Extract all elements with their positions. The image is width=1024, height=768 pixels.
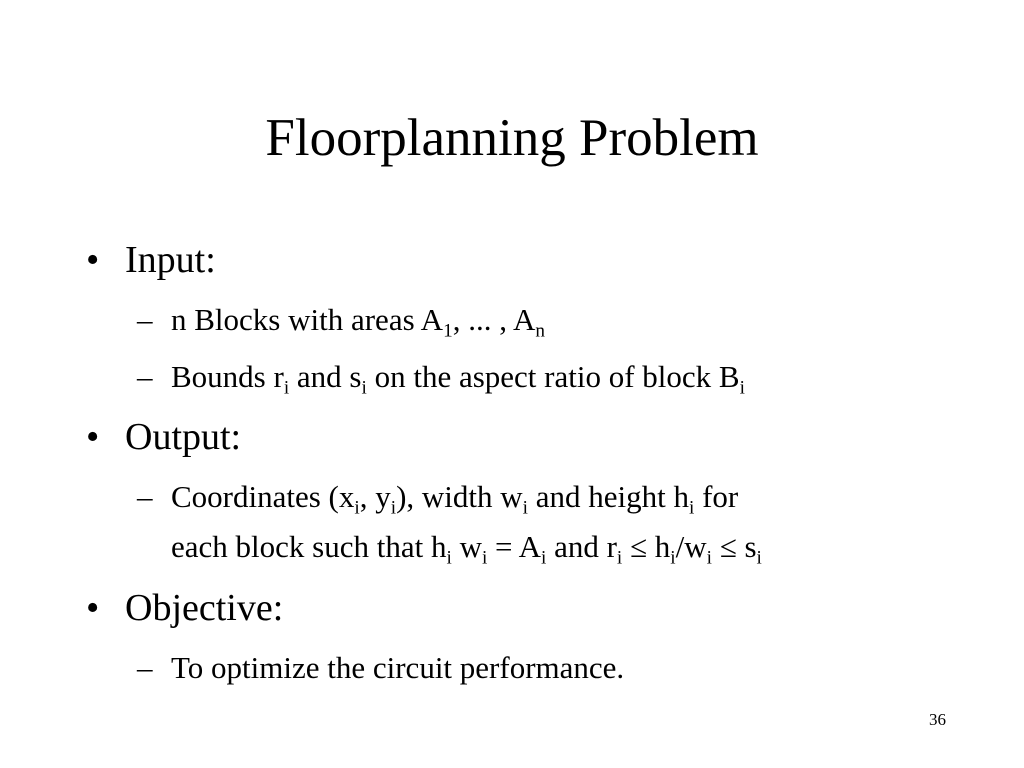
- dash-icon: –: [137, 650, 153, 685]
- bullet-heading: Input:: [125, 239, 216, 281]
- sub-bullet-text: n Blocks with areas A: [171, 302, 444, 337]
- dash-icon: –: [137, 479, 153, 514]
- bullet-icon: •: [86, 239, 100, 281]
- bullet-input: [86, 238, 216, 282]
- subscript: i: [739, 377, 745, 399]
- sub-bullet-blocks: [137, 302, 545, 342]
- dash-icon: –: [137, 359, 153, 394]
- sub-bullet-text: Coordinates (x: [171, 479, 355, 514]
- subscript: i: [481, 547, 488, 569]
- bullet-heading: Output:: [125, 416, 242, 458]
- subscript: i: [446, 547, 452, 569]
- sub-bullet-text: , ... , A: [452, 302, 536, 337]
- sub-bullet-text: = A: [487, 529, 541, 564]
- bullet-output: [86, 415, 241, 459]
- subscript: i: [283, 377, 290, 399]
- subscript: i: [616, 547, 623, 569]
- subscript: i: [540, 547, 547, 569]
- slide-title: Floorplanning Problem: [265, 109, 759, 167]
- subscript: i: [689, 497, 695, 519]
- subscript: i: [361, 377, 367, 399]
- sub-bullet-text: ≤ h: [622, 529, 671, 564]
- sub-bullet-text: ), width w: [396, 479, 523, 514]
- sub-bullet-text: To optimize the circuit performance.: [171, 650, 625, 685]
- sub-bullet-text: each block such that h: [171, 529, 447, 564]
- sub-bullet-text: on the aspect ratio of block B: [366, 359, 740, 394]
- sub-bullet-bounds: [137, 359, 745, 399]
- sub-bullet-text: and s: [289, 359, 362, 394]
- subscript: i: [390, 497, 397, 519]
- subscript: i: [670, 547, 676, 569]
- bullet-heading: Objective:: [125, 587, 284, 629]
- subscript: n: [535, 320, 545, 342]
- sub-bullet-text: /w: [675, 529, 707, 564]
- sub-bullet-text: Bounds r: [171, 359, 284, 394]
- sub-bullet-optimize: [137, 650, 624, 686]
- sub-bullet-text: for: [694, 479, 739, 514]
- dash-icon: –: [137, 302, 153, 337]
- sub-bullet-text: , y: [359, 479, 391, 514]
- page-number: 36: [929, 710, 946, 729]
- subscript: 1: [443, 320, 453, 342]
- bullet-icon: •: [86, 587, 100, 629]
- sub-bullet-text: w: [451, 529, 482, 564]
- sub-bullet-text: ≤ s: [711, 529, 757, 564]
- subscript: i: [354, 497, 360, 519]
- sub-bullet-text: and r: [546, 529, 617, 564]
- sub-bullet-coordinates: [137, 479, 739, 519]
- bullet-icon: •: [86, 416, 100, 458]
- subscript: i: [522, 497, 528, 519]
- subscript: i: [706, 547, 712, 569]
- sub-bullet-constraint: [171, 529, 762, 569]
- subscript: i: [756, 547, 762, 569]
- bullet-objective: [86, 586, 283, 630]
- sub-bullet-text: and height h: [528, 479, 689, 514]
